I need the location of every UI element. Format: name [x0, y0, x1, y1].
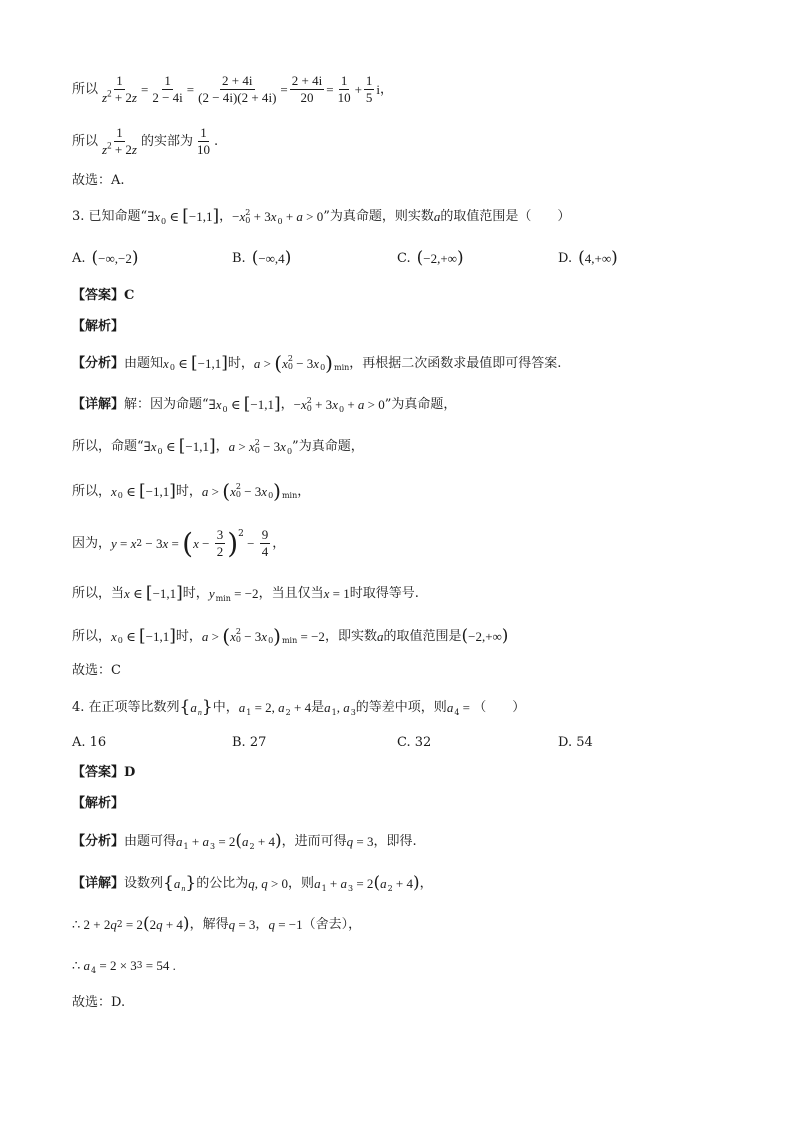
q4-analysis-tag: 【解析】: [72, 796, 125, 811]
q3-option-d: D. ( 4,+∞ ): [558, 248, 618, 268]
q4-step-2: ∴ a 4 = 2 × 3 3 = 54 .: [72, 958, 176, 975]
q3-analysis-tag: 【解析】: [72, 319, 125, 334]
q3-option-b: B. ( −∞,4 ): [232, 248, 292, 268]
q4-options: [72, 736, 712, 752]
q3-step-1: 所以，命题“ ∃ x 0 ∈ [ −1,1 ] ， a > x 2 0 − 3 x 0 ”为真命题，: [72, 436, 364, 456]
q3-answer: 故选：C: [72, 663, 121, 678]
q3-xiangjie: 【详解】 解：因为命题“ ∃ x 0 ∈ [ −1,1 ] ， − x 2 0 + 3 x 0 + a > 0 ”为真命题，: [72, 394, 457, 414]
q2-real-part-line: 所以 $\frac{1}{z^2 + 2z}$ 的实部为 $\frac{1}{10}$ .: [72, 125, 219, 158]
q3-step-4: 所以，当 x ∈ [ −1,1 ] 时， y min = −2 ，当且仅当 x = 1 时取得等号.: [72, 583, 419, 603]
q3-step-2: 所以， x 0 ∈ [ −1,1 ] 时， a > ( x 2 0 − 3 x 0 ) min ，: [72, 479, 311, 503]
q4-option-a: A. 16: [72, 735, 107, 750]
q3-step-3: 因为， y = x 2 − 3 x = ( x − $\frac{3}{2}$ ) $^2$ − $\frac{9}{4}$ ，: [72, 526, 286, 560]
q2-answer: 故选：A.: [72, 173, 125, 188]
q4-answer-tag: 【答案】D: [72, 765, 136, 780]
q3-step-5: 所以， x 0 ∈ [ −1,1 ] 时， a > ( x 2 0 − 3 x 0 ) min = −2 ，即实数 a 的取值范围是 ( −2,+∞ ): [72, 624, 509, 648]
q4-step-1: ∴ 2 + 2 q 2 = 2 ( 2 q + 4 ) ，解得 q = 3 ， q = −1 （舍去），: [72, 914, 362, 934]
q3-stem: 3. 已知命题“ ∃ x 0 ∈ [ −1,1 ] ， − x 2 0 + 3 x 0 + a > 0 ”为真命题，则实数 a 的取值范围是（ ）: [72, 206, 571, 226]
q4-stem: 4. 在正项等比数列 { a n } 中， a 1 = 2, a 2 + 4 是 a 1 , a 3 的等差中项，则 a 4 = （ ）: [72, 697, 526, 717]
q3-option-a: A. ( −∞,−2 ): [72, 248, 139, 268]
q3-option-c: C. ( −2,+∞ ): [397, 248, 464, 268]
q4-option-b: B. 27: [232, 735, 267, 750]
q4-answer: 故选：D.: [72, 995, 126, 1010]
q3-options: [72, 250, 712, 268]
q4-option-c: C. 32: [397, 735, 432, 750]
q4-fenxi: 【分析】 由题可得 a 1 + a 3 = 2 ( a 2 + 4 ) ，进而可得 q = 3 ，即得.: [72, 831, 417, 851]
q3-fenxi: 【分析】 由题知 x 0 ∈ [ −1,1 ] 时， a > ( x 2 0 − 3 x 0 ) min ，再根据二次函数求最值即可得答案.: [72, 351, 562, 375]
q4-xiangjie: 【详解】 设数列 { a n } 的公比为 q , q > 0 ，则 a 1 + a 3 = 2 ( a 2 + 4 ) ，: [72, 873, 433, 893]
q2-complex-fraction-line: 所以 $\frac{1}{z^2 + 2z}$ = $\frac{1}{2 - 4i}$ = $\frac{2 + 4i}{(2 - 4i)(2 + 4i)}$ = $\frac{2 + 4i}{20}$ = $\frac{1}{10}$ + $\frac{1}{5}$ i ，: [72, 73, 394, 106]
q3-answer-tag: 【答案】C: [72, 288, 135, 303]
q4-option-d: D. 54: [558, 735, 593, 750]
